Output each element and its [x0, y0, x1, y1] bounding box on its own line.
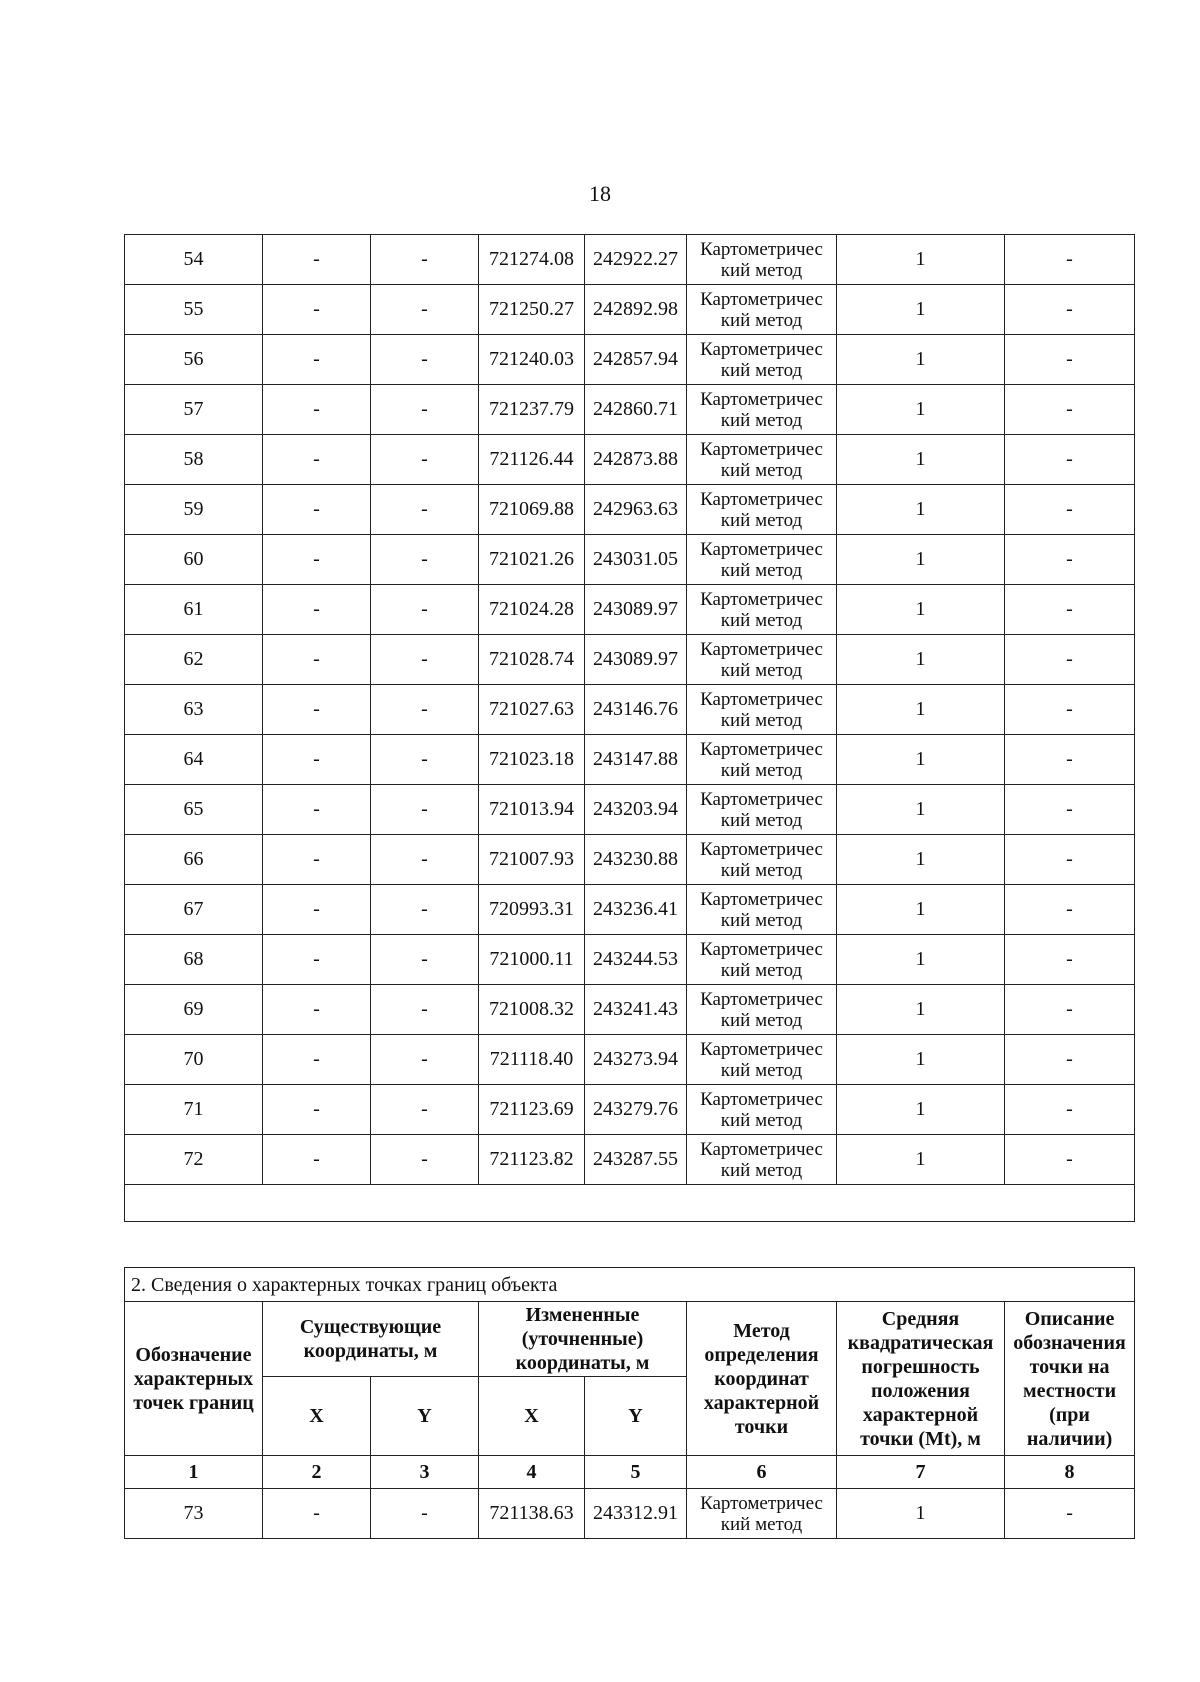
- page-number: 18: [589, 181, 611, 206]
- header-changed-coords: Измененные (уточненные) координаты, м: [479, 1302, 687, 1377]
- cell-point-number: 73: [125, 1489, 263, 1539]
- cell-existing-y: -: [371, 435, 479, 485]
- table-row: [125, 685, 1135, 735]
- cell-method: Картометричес кий метод: [687, 685, 837, 735]
- cell-existing-y: -: [371, 835, 479, 885]
- cell-changed-y: 242860.71: [585, 385, 687, 435]
- cell-point-number: 66: [125, 835, 263, 885]
- cell-point-number: 58: [125, 435, 263, 485]
- cell-changed-x: 721126.44: [479, 435, 585, 485]
- cell-existing-x: -: [263, 735, 371, 785]
- cell-existing-x: -: [263, 535, 371, 585]
- cell-point-number: 70: [125, 1035, 263, 1085]
- cell-changed-y: 242857.94: [585, 335, 687, 385]
- cell-existing-x: -: [263, 885, 371, 935]
- cell-point-number: 67: [125, 885, 263, 935]
- cell-method: Картометричес кий метод: [687, 585, 837, 635]
- cell-changed-x: 721123.82: [479, 1135, 585, 1185]
- header-y-existing: Y: [371, 1377, 479, 1456]
- cell-point-number: 61: [125, 585, 263, 635]
- column-numbers-row: [125, 1456, 1135, 1489]
- cell-changed-y: 243203.94: [585, 785, 687, 835]
- cell-mean-error: 1: [837, 1135, 1005, 1185]
- cell-method: Картометричес кий метод: [687, 985, 837, 1035]
- cell-changed-x: 720993.31: [479, 885, 585, 935]
- table-row: [125, 385, 1135, 435]
- cell-changed-x: 721008.32: [479, 985, 585, 1035]
- cell-mean-error: 1: [837, 635, 1005, 685]
- cell-description: -: [1005, 435, 1135, 485]
- cell-description: -: [1005, 985, 1135, 1035]
- cell-description: -: [1005, 1489, 1135, 1539]
- cell-point-number: 69: [125, 985, 263, 1035]
- boundary-points-table: [124, 1267, 1135, 1539]
- cell-existing-x: -: [263, 835, 371, 885]
- cell-changed-x: 721023.18: [479, 735, 585, 785]
- cell-description: -: [1005, 935, 1135, 985]
- cell-existing-y: -: [371, 985, 479, 1035]
- cell-existing-y: -: [371, 1085, 479, 1135]
- cell-changed-x: 721237.79: [479, 385, 585, 435]
- table-row: [125, 985, 1135, 1035]
- cell-description: -: [1005, 235, 1135, 285]
- cell-changed-x: 721069.88: [479, 485, 585, 535]
- cell-existing-y: -: [371, 485, 479, 535]
- coordinates-table-continued: [124, 234, 1135, 1222]
- cell-existing-x: -: [263, 485, 371, 535]
- cell-description: -: [1005, 885, 1135, 935]
- cell-method: Картометричес кий метод: [687, 1489, 837, 1539]
- table-row: [125, 935, 1135, 985]
- cell-changed-y: 243236.41: [585, 885, 687, 935]
- cell-existing-y: -: [371, 385, 479, 435]
- cell-method: Картометричес кий метод: [687, 485, 837, 535]
- table-row: [125, 335, 1135, 385]
- cell-changed-y: 243279.76: [585, 1085, 687, 1135]
- cell-method: Картометричес кий метод: [687, 1135, 837, 1185]
- cell-changed-y: 243089.97: [585, 635, 687, 685]
- cell-description: -: [1005, 835, 1135, 885]
- cell-changed-x: 721024.28: [479, 585, 585, 635]
- cell-changed-x: 721118.40: [479, 1035, 585, 1085]
- cell-point-number: 72: [125, 1135, 263, 1185]
- table-row: [125, 1135, 1135, 1185]
- cell-changed-y: 243031.05: [585, 535, 687, 585]
- cell-changed-x: 721274.08: [479, 235, 585, 285]
- cell-method: Картометричес кий метод: [687, 1035, 837, 1085]
- cell-changed-x: 721000.11: [479, 935, 585, 985]
- table-row: [125, 535, 1135, 585]
- table-body: [125, 1489, 1135, 1539]
- cell-existing-y: -: [371, 935, 479, 985]
- table-row: [125, 285, 1135, 335]
- cell-existing-x: -: [263, 1035, 371, 1085]
- header-error: Средняя квадратическая погрешность положения характерной точки (Mt), м: [837, 1302, 1005, 1456]
- cell-changed-x: 721027.63: [479, 685, 585, 735]
- cell-changed-x: 721013.94: [479, 785, 585, 835]
- empty-cell: [125, 1185, 1135, 1222]
- table-row: [125, 1085, 1135, 1135]
- cell-point-number: 63: [125, 685, 263, 735]
- cell-changed-x: 721021.26: [479, 535, 585, 585]
- cell-existing-y: -: [371, 585, 479, 635]
- cell-existing-y: -: [371, 635, 479, 685]
- cell-method: Картометричес кий метод: [687, 335, 837, 385]
- cell-changed-x: 721123.69: [479, 1085, 585, 1135]
- header-point-designation: Обозначение характерных точек границ: [125, 1302, 263, 1456]
- cell-mean-error: 1: [837, 385, 1005, 435]
- cell-existing-y: -: [371, 1489, 479, 1539]
- cell-changed-y: 243312.91: [585, 1489, 687, 1539]
- cell-existing-y: -: [371, 685, 479, 735]
- cell-mean-error: 1: [837, 535, 1005, 585]
- column-number: 2: [263, 1456, 371, 1489]
- cell-method: Картометричес кий метод: [687, 885, 837, 935]
- cell-mean-error: 1: [837, 485, 1005, 535]
- cell-changed-x: 721240.03: [479, 335, 585, 385]
- cell-point-number: 60: [125, 535, 263, 585]
- cell-existing-x: -: [263, 585, 371, 635]
- cell-method: Картометричес кий метод: [687, 635, 837, 685]
- empty-row: [125, 1185, 1135, 1222]
- cell-point-number: 54: [125, 235, 263, 285]
- table-row: [125, 585, 1135, 635]
- cell-point-number: 65: [125, 785, 263, 835]
- cell-point-number: 55: [125, 285, 263, 335]
- column-number: 5: [585, 1456, 687, 1489]
- cell-changed-y: 243273.94: [585, 1035, 687, 1085]
- cell-method: Картометричес кий метод: [687, 1085, 837, 1135]
- column-number: 3: [371, 1456, 479, 1489]
- cell-description: -: [1005, 735, 1135, 785]
- cell-mean-error: 1: [837, 935, 1005, 985]
- cell-existing-y: -: [371, 1035, 479, 1085]
- cell-description: -: [1005, 335, 1135, 385]
- header-description: Описание обозначения точки на местности (при наличии): [1005, 1302, 1135, 1456]
- cell-mean-error: 1: [837, 835, 1005, 885]
- cell-method: Картометричес кий метод: [687, 535, 837, 585]
- cell-existing-x: -: [263, 1085, 371, 1135]
- column-number: 6: [687, 1456, 837, 1489]
- cell-changed-y: 242873.88: [585, 435, 687, 485]
- cell-existing-y: -: [371, 535, 479, 585]
- cell-existing-y: -: [371, 885, 479, 935]
- cell-existing-x: -: [263, 285, 371, 335]
- table-row: [125, 885, 1135, 935]
- cell-description: -: [1005, 485, 1135, 535]
- cell-existing-x: -: [263, 335, 371, 385]
- table-row: [125, 785, 1135, 835]
- cell-point-number: 71: [125, 1085, 263, 1135]
- cell-point-number: 59: [125, 485, 263, 535]
- cell-description: -: [1005, 785, 1135, 835]
- cell-existing-y: -: [371, 1135, 479, 1185]
- cell-changed-y: 243146.76: [585, 685, 687, 735]
- cell-mean-error: 1: [837, 685, 1005, 735]
- cell-method: Картометричес кий метод: [687, 735, 837, 785]
- cell-changed-y: 242922.27: [585, 235, 687, 285]
- cell-existing-x: -: [263, 685, 371, 735]
- table-row: [125, 485, 1135, 535]
- table-row: [125, 235, 1135, 285]
- cell-method: Картометричес кий метод: [687, 385, 837, 435]
- cell-changed-y: 242963.63: [585, 485, 687, 535]
- column-number: 8: [1005, 1456, 1135, 1489]
- cell-point-number: 56: [125, 335, 263, 385]
- header-y-changed: Y: [585, 1377, 687, 1456]
- cell-mean-error: 1: [837, 735, 1005, 785]
- cell-description: -: [1005, 385, 1135, 435]
- cell-mean-error: 1: [837, 335, 1005, 385]
- cell-description: -: [1005, 535, 1135, 585]
- cell-description: -: [1005, 1035, 1135, 1085]
- cell-changed-y: 243244.53: [585, 935, 687, 985]
- cell-method: Картометричес кий метод: [687, 285, 837, 335]
- cell-existing-y: -: [371, 285, 479, 335]
- cell-method: Картометричес кий метод: [687, 835, 837, 885]
- cell-mean-error: 1: [837, 435, 1005, 485]
- cell-mean-error: 1: [837, 585, 1005, 635]
- cell-description: -: [1005, 635, 1135, 685]
- cell-changed-y: 243147.88: [585, 735, 687, 785]
- cell-changed-y: 243089.97: [585, 585, 687, 635]
- cell-point-number: 64: [125, 735, 263, 785]
- cell-method: Картометричес кий метод: [687, 235, 837, 285]
- cell-mean-error: 1: [837, 235, 1005, 285]
- cell-existing-x: -: [263, 1489, 371, 1539]
- cell-changed-x: 721028.74: [479, 635, 585, 685]
- cell-description: -: [1005, 585, 1135, 635]
- cell-method: Картометричес кий метод: [687, 435, 837, 485]
- cell-existing-x: -: [263, 985, 371, 1035]
- table-row: [125, 835, 1135, 885]
- cell-method: Картометричес кий метод: [687, 935, 837, 985]
- header-method: Метод определения координат характерной точки: [687, 1302, 837, 1456]
- cell-mean-error: 1: [837, 985, 1005, 1035]
- cell-existing-y: -: [371, 785, 479, 835]
- cell-mean-error: 1: [837, 1085, 1005, 1135]
- cell-mean-error: 1: [837, 285, 1005, 335]
- cell-existing-y: -: [371, 335, 479, 385]
- column-number: 1: [125, 1456, 263, 1489]
- cell-point-number: 62: [125, 635, 263, 685]
- cell-description: -: [1005, 685, 1135, 735]
- cell-existing-x: -: [263, 1135, 371, 1185]
- header-x-existing: X: [263, 1377, 371, 1456]
- cell-point-number: 68: [125, 935, 263, 985]
- table-row: [125, 1489, 1135, 1539]
- cell-mean-error: 1: [837, 785, 1005, 835]
- cell-existing-x: -: [263, 385, 371, 435]
- cell-changed-x: 721250.27: [479, 285, 585, 335]
- column-number: 7: [837, 1456, 1005, 1489]
- cell-existing-y: -: [371, 735, 479, 785]
- cell-changed-y: 243287.55: [585, 1135, 687, 1185]
- cell-changed-y: 243230.88: [585, 835, 687, 885]
- cell-mean-error: 1: [837, 885, 1005, 935]
- cell-existing-y: -: [371, 235, 479, 285]
- table-caption: 2. Сведения о характерных точках границ объекта: [125, 1268, 1135, 1302]
- header-existing-coords: Существующие координаты, м: [263, 1302, 479, 1377]
- table-row: [125, 635, 1135, 685]
- table-row: [125, 435, 1135, 485]
- cell-mean-error: 1: [837, 1035, 1005, 1085]
- cell-existing-x: -: [263, 935, 371, 985]
- cell-description: -: [1005, 1135, 1135, 1185]
- cell-changed-x: 721138.63: [479, 1489, 585, 1539]
- table-body: [125, 235, 1135, 1222]
- header-x-changed: X: [479, 1377, 585, 1456]
- column-number: 4: [479, 1456, 585, 1489]
- cell-description: -: [1005, 1085, 1135, 1135]
- table-row: [125, 1035, 1135, 1085]
- cell-existing-x: -: [263, 785, 371, 835]
- cell-description: -: [1005, 285, 1135, 335]
- cell-method: Картометричес кий метод: [687, 785, 837, 835]
- cell-changed-x: 721007.93: [479, 835, 585, 885]
- cell-changed-y: 242892.98: [585, 285, 687, 335]
- cell-point-number: 57: [125, 385, 263, 435]
- cell-existing-x: -: [263, 435, 371, 485]
- cell-mean-error: 1: [837, 1489, 1005, 1539]
- cell-existing-x: -: [263, 635, 371, 685]
- cell-existing-x: -: [263, 235, 371, 285]
- cell-changed-y: 243241.43: [585, 985, 687, 1035]
- table-row: [125, 735, 1135, 785]
